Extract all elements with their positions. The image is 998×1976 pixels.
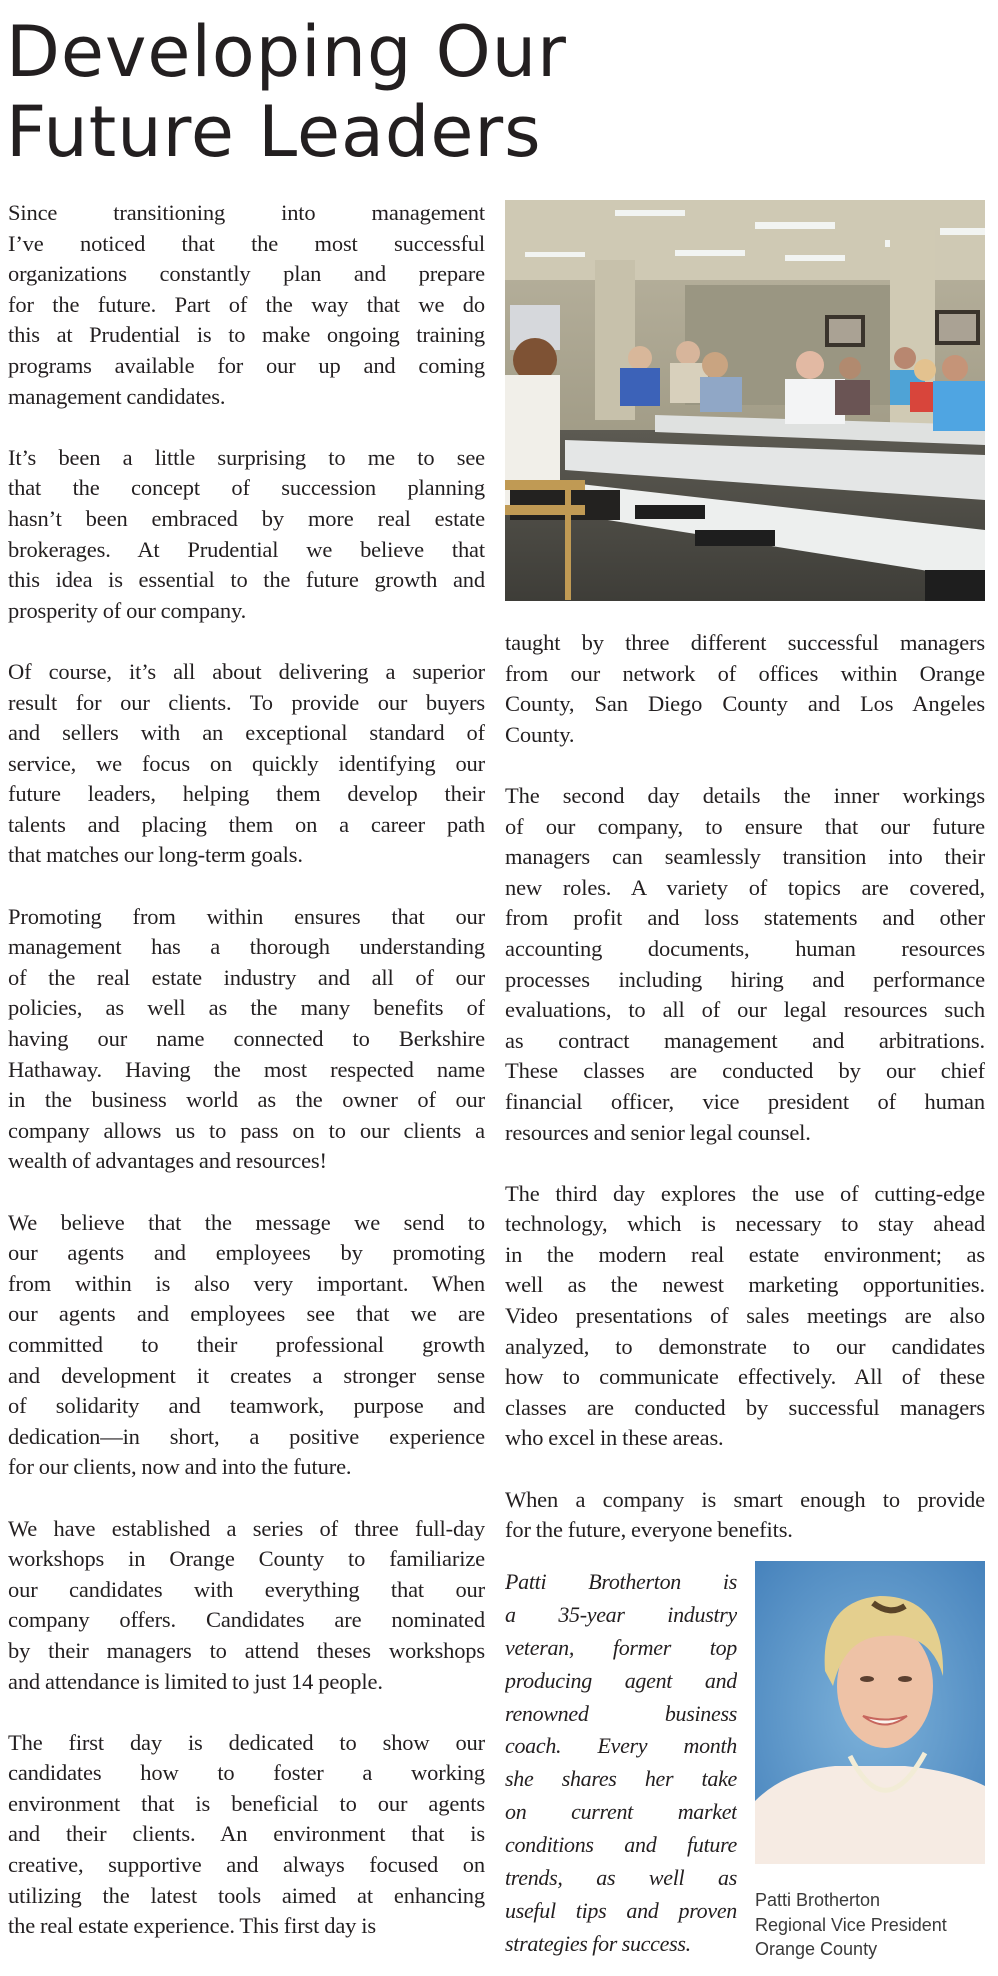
bio-line: she shares her take [505,1766,737,1792]
text-line: the real estate experience. This first day is [8,1913,376,1939]
paragraph [505,1179,985,1454]
text-line: that matches our long-term goals. [8,842,303,868]
text-line: Hathaway. Having the most respected name [8,1056,485,1082]
text-line: committed to their professional growth [8,1331,485,1357]
text-line: how to communicate effectively. All of these [505,1364,985,1390]
text-line: Of course, it’s all about delivering a superior [8,658,485,684]
text-line: When a company is smart enough to provide [505,1486,985,1512]
text-line: creative, supportive and always focused on [8,1852,485,1878]
text-line: wealth of advantages and resources! [8,1148,327,1174]
text-line: technology, which is necessary to stay ahead [505,1211,985,1237]
text-line: and attendance is limited to just 14 people. [8,1668,383,1694]
paragraph [505,628,985,750]
text-line: talents and placing them on a career path [8,811,485,837]
text-line: County. [505,721,575,747]
bio-line: conditions and future [505,1832,737,1858]
text-line: having our name connected to Berkshire [8,1026,485,1052]
text-line: this at Prudential is to make ongoing training [8,322,485,348]
text-line: programs available for our up and coming [8,352,485,378]
title-line-1: Developing Our [6,11,567,93]
text-line: utilizing the latest tools aimed at enhancing [8,1882,485,1908]
text-line: well as the newest marketing opportunities. [505,1272,985,1298]
text-line: service, we focus on quickly identifying our [8,750,485,776]
text-line: result for our clients. To provide our buyers [8,689,485,715]
paragraph [8,657,485,871]
text-line: taught by three different successful managers [505,630,985,655]
text-line: classes are conducted by successful managers [505,1394,985,1420]
text-line: I’ve noticed that the most successful [8,230,485,256]
bio-line: a 35-year industry [505,1601,737,1627]
paragraph [8,1208,485,1483]
text-line: from profit and loss statements and other [505,905,985,931]
bio-line: strategies for success. [505,1930,691,1956]
paragraph [505,781,985,1148]
text-line: The first day is dedicated to show our [8,1729,485,1755]
paragraph [8,1514,485,1698]
text-line: management has a thorough understanding [8,934,485,960]
classroom-photo [505,200,985,601]
paragraph [8,1728,485,1942]
classroom-photo-illustration [505,200,985,601]
text-line: our agents and employees by promoting [8,1240,485,1266]
text-line: We believe that the message we send to [8,1209,485,1235]
author-bio [505,1566,737,1961]
text-line: The second day details the inner workings [505,782,985,808]
bio-line: useful tips and proven [505,1897,737,1923]
text-line: our candidates with everything that our [8,1576,485,1602]
text-line: Since transitioning into management [8,200,485,225]
text-line: for the future, everyone benefits. [505,1517,793,1543]
article-title [6,12,567,172]
bio-line: renowned business [505,1700,737,1726]
text-line: management candidates. [8,383,226,409]
text-line: in the business world as the owner of our [8,1087,485,1113]
text-line: this idea is essential to the future growth and [8,567,485,593]
text-line: workshops in Orange County to familiarize [8,1546,485,1572]
author-title: Regional Vice President [755,1914,947,1935]
text-line: Video presentations of sales meetings are also [505,1303,985,1329]
text-line: of the real estate industry and all of our [8,964,485,990]
text-line: prosperity of our company. [8,597,247,623]
bio-line: coach. Every month [505,1733,737,1759]
text-line: and development it creates a stronger sense [8,1362,485,1388]
text-line: in the modern real estate environment; as [505,1241,985,1267]
text-line: that the concept of succession planning [8,475,485,501]
text-line: Promoting from within ensures that our [8,903,485,929]
author-name: Patti Brotherton [755,1890,881,1910]
text-line: candidates how to foster a working [8,1760,485,1786]
text-line: future leaders, helping them develop their [8,781,485,807]
title-line-2: Future Leaders [6,91,542,173]
paragraph [8,902,485,1177]
bio-line: veteran, former top [505,1634,737,1660]
text-line: for our clients, now and into the future. [8,1454,352,1480]
bio-line: Patti Brotherton is [505,1569,737,1594]
text-line: environment that is beneficial to our agents [8,1790,485,1816]
paragraph [505,1485,985,1546]
text-line: who excel in these areas. [505,1425,724,1451]
paragraph [8,443,485,627]
text-line: and their clients. An environment that is [8,1821,485,1847]
text-line: our agents and employees see that we are [8,1301,485,1327]
bio-line: trends, as well as [505,1865,737,1891]
text-line: analyzed, to demonstrate to our candidates [505,1333,985,1359]
text-line: and sellers with an exceptional standard of [8,720,485,746]
text-line: evaluations, to all of our legal resources such [505,997,985,1023]
text-line: from within is also very important. When [8,1270,485,1296]
author-portrait [755,1561,985,1864]
author-caption [755,1888,995,1962]
text-line: The third day explores the use of cutting-edge [505,1180,985,1206]
text-line: managers can seamlessly transition into their [505,844,985,870]
text-line: These classes are conducted by our chief [505,1058,985,1084]
bio-line: producing agent and [505,1667,737,1693]
text-line: from our network of offices within Orange [505,660,985,686]
right-column [505,628,985,1576]
author-portrait-illustration [755,1561,985,1864]
text-line: processes including hiring and performance [505,966,985,992]
text-line: of solidarity and teamwork, purpose and [8,1393,485,1419]
author-region: Orange County [755,1939,878,1959]
text-line: for the future. Part of the way that we do [8,291,485,317]
text-line: by their managers to attend theses workshops [8,1637,485,1663]
text-line: accounting documents, human resources [505,935,985,961]
text-line: County, San Diego County and Los Angeles [505,691,985,717]
text-line: new roles. A variety of topics are covered, [505,874,985,900]
text-line: as contract management and arbitrations. [505,1027,985,1053]
text-line: It’s been a little surprising to me to see [8,444,485,470]
text-line: policies, as well as the many benefits of [8,995,485,1021]
text-line: resources and senior legal counsel. [505,1119,811,1145]
text-line: company offers. Candidates are nominated [8,1607,485,1633]
paragraph [8,198,485,412]
text-line: company allows us to pass on to our clients a [8,1117,485,1143]
text-line: hasn’t been embraced by more real estate [8,505,485,531]
text-line: organizations constantly plan and prepare [8,261,485,287]
text-line: dedication—in short, a positive experience [8,1423,485,1449]
text-line: brokerages. At Prudential we believe that [8,536,485,562]
bio-line: on current market [505,1799,737,1825]
left-column [8,198,485,1972]
text-line: financial officer, vice president of human [505,1088,985,1114]
text-line: We have established a series of three full-day [8,1515,485,1541]
text-line: of our company, to ensure that our future [505,813,985,839]
